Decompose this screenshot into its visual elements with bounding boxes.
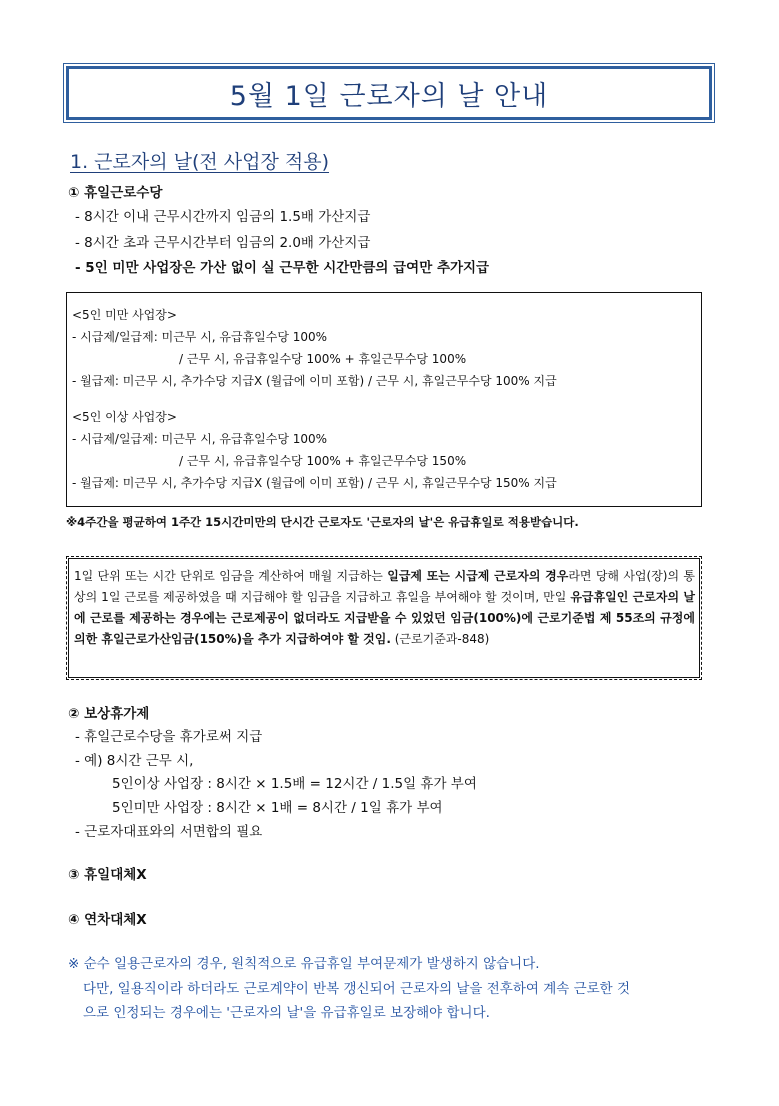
example-line: 5인미만 사업장 : 8시간 × 1배 = 8시간 / 1일 휴가 부여 [112,800,443,816]
bullet-line: - 휴일근로수당을 휴가로써 지급 [75,729,263,745]
box-line: - 월급제: 미근무 시, 추가수당 지급X (월급에 이미 포함) / 근무 시, 휴일근무수당 150% 지급 [72,476,557,490]
star-note: ※4주간을 평균하여 1주간 15시간미만의 단시간 근로자도 '근로자의 날'은 유급휴일로 적용받습니다. [66,515,579,529]
bullet-line: - 5인 미만 사업장은 가산 없이 실 근무한 시간만큼의 급여만 추가지급 [75,260,490,276]
box-line: / 근무 시, 유급휴일수당 100% + 휴일근무수당 100% [179,352,467,366]
box-line: - 시급제/일급제: 미근무 시, 유급휴일수당 100% [72,432,328,446]
section-heading: 1. 근로자의 날(전 사업장 적용) [70,151,330,173]
title-box [66,66,712,120]
box-line: - 시급제/일급제: 미근무 시, 유급휴일수당 100% [72,330,328,344]
bullet-line: - 8시간 초과 근무시간부터 임금의 2.0배 가산지급 [75,235,371,251]
sub-heading-holiday-pay: ① 휴일근로수당 [68,185,163,201]
box-group-title: <5인 이상 사업장> [72,410,177,424]
page-title: 5월 1일 근로자의 날 안내 [229,80,549,112]
example-line: 5인이상 사업장 : 8시간 × 1.5배 = 12시간 / 1.5일 휴가 부여 [112,776,477,792]
bullet-line: - 근로자대표와의 서면합의 필요 [75,824,263,840]
sub-heading-annual-substitute: ④ 연차대체Ⅹ [68,912,147,928]
footnote-line: 으로 인정되는 경우에는 '근로자의 날'을 유급휴일로 보장해야 합니다. [83,1005,490,1021]
sub-heading-holiday-substitute: ③ 휴일대체Ⅹ [68,867,147,883]
interpretation-box [66,556,702,680]
footnote-line: 다만, 일용직이라 하더라도 근로계약이 반복 갱신되어 근로자의 날을 전후하여 계속 근로한 것 [83,981,631,997]
box-line: / 근무 시, 유급휴일수당 100% + 휴일근무수당 150% [179,454,467,468]
bullet-line: - 예) 8시간 근무 시, [75,753,194,769]
box-line: - 월급제: 미근무 시, 추가수당 지급X (월급에 이미 포함) / 근무 시, 휴일근무수당 100% 지급 [72,374,557,388]
interpretation-text: 1일 단위 또는 시간 단위로 임금을 계산하여 매월 지급하는 일급제 또는 시급제 근로자의 경우라면 당해 사업(장)의 통상의 1일 근로를 제공하였을 때 지급해야 할 임금을 지급하고 휴일을 부여해야 할 것이며, 만일 유급휴일인 근로자의 날에 근로를 제공하는 경우에는 근로제공이 없더라도 지급받을 수 있었던 임금(100%)에 근로기준법 제 55조의 규정에 의한 휴일근로가산임금(150%)을 추가 지급하여야 할 것임. (근로기준과-848) [74,569,695,646]
sub-heading-comp-leave: ② 보상휴가제 [68,706,150,722]
footnote-line: ※ 순수 일용근로자의 경우, 원칙적으로 유급휴일 부여문제가 발생하지 않습니다. [68,956,540,972]
bullet-line: - 8시간 이내 근무시간까지 임금의 1.5배 가산지급 [75,209,371,225]
wage-rules-box [66,292,702,507]
box-group-title: <5인 미만 사업장> [72,308,177,322]
